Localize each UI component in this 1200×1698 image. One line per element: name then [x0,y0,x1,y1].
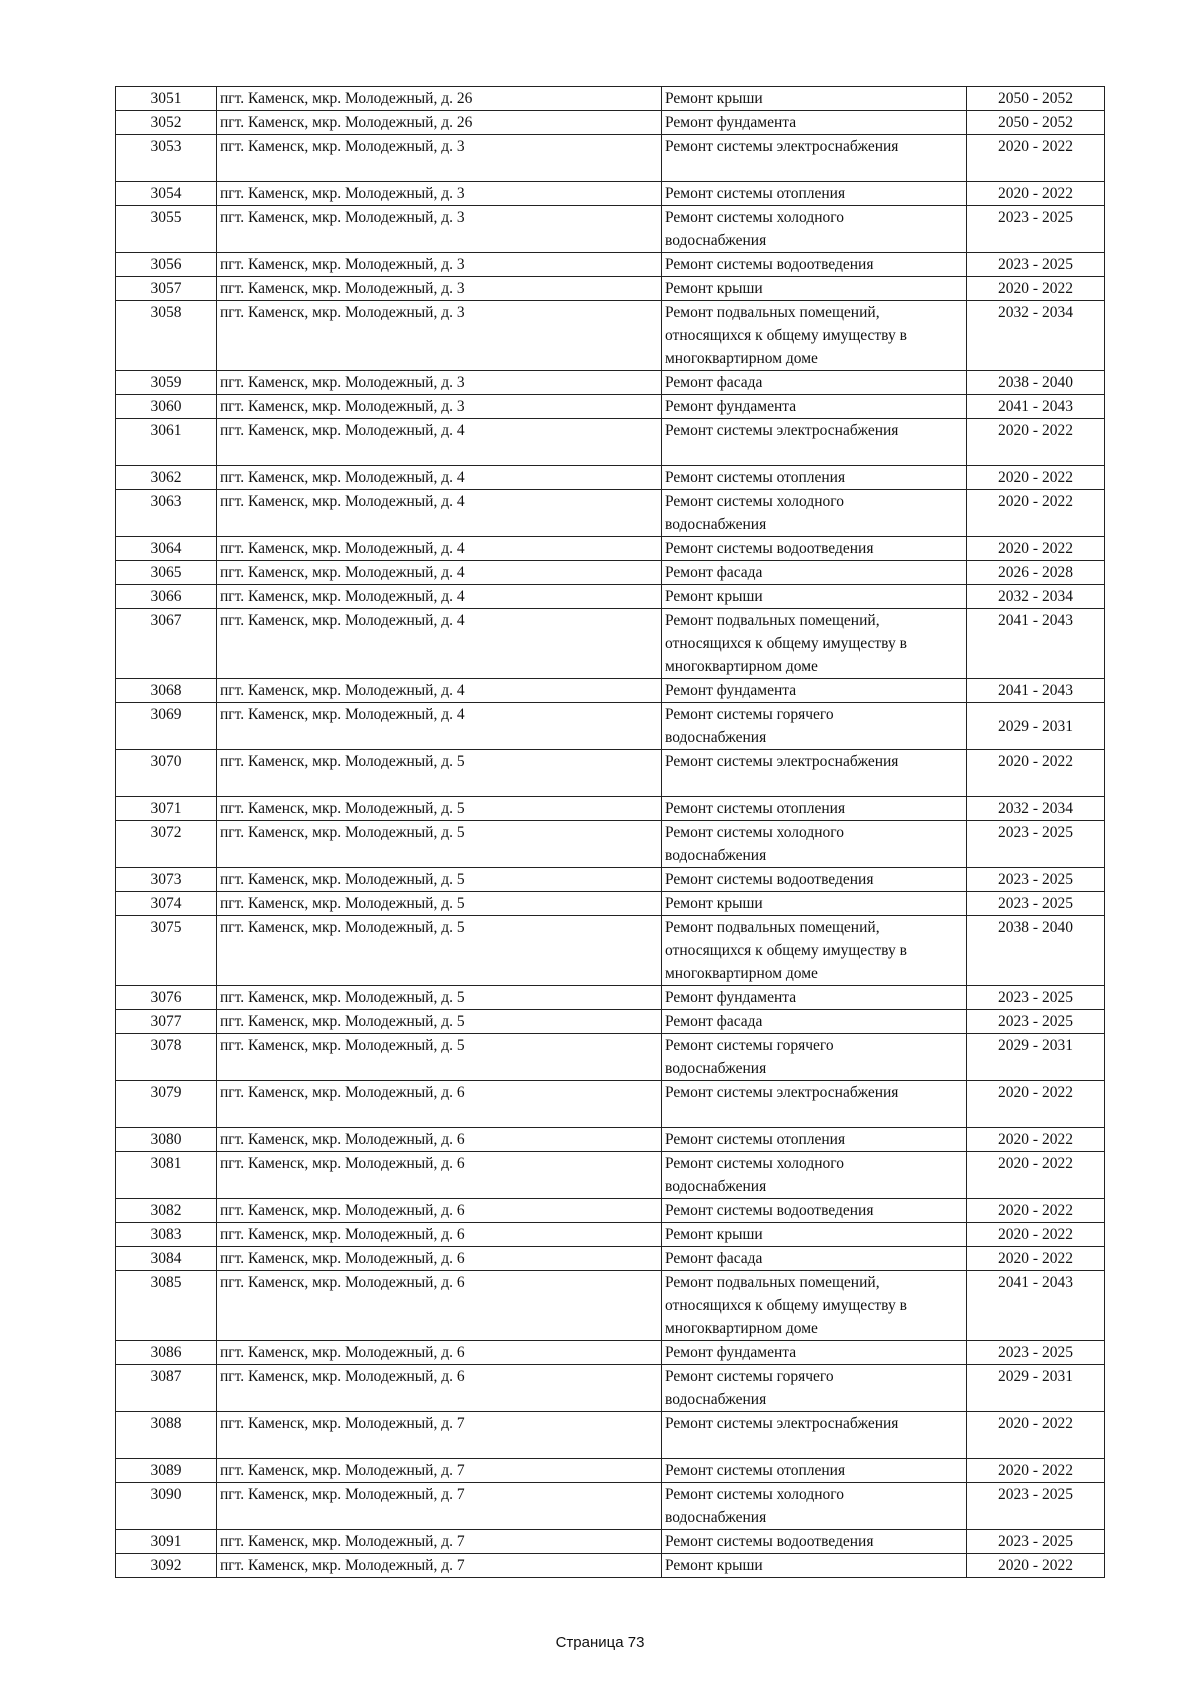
row-period: 2023 - 2025 [967,1341,1105,1365]
work-line [665,1104,962,1127]
row-work-type [662,609,967,679]
work-line: многоквартирном доме [665,965,818,982]
row-number: 3064 [116,537,217,561]
row-work-type [662,1365,967,1412]
row-period: 2020 - 2022 [967,182,1105,206]
row-address: пгт. Каменск, мкр. Молодежный, д. 5 [217,868,662,892]
table-row [116,1412,1105,1459]
row-address: пгт. Каменск, мкр. Молодежный, д. 6 [217,1365,662,1412]
work-line: Ремонт системы холодного [665,1155,844,1172]
table-row [116,1223,1105,1247]
table-body [116,87,1105,1578]
work-line: многоквартирном доме [665,350,818,367]
row-period: 2050 - 2052 [967,111,1105,135]
row-number: 3075 [116,916,217,986]
work-line: водоснабжения [665,1178,767,1195]
table-row [116,797,1105,821]
row-address: пгт. Каменск, мкр. Молодежный, д. 4 [217,490,662,537]
work-line: Ремонт системы холодного [665,824,844,841]
row-work-type [662,1152,967,1199]
row-address: пгт. Каменск, мкр. Молодежный, д. 6 [217,1081,662,1128]
table-row [116,703,1105,750]
row-number: 3052 [116,111,217,135]
row-period: 2041 - 2043 [967,609,1105,679]
row-period: 2023 - 2025 [967,892,1105,916]
row-period: 2026 - 2028 [967,561,1105,585]
row-number: 3072 [116,821,217,868]
row-number: 3060 [116,395,217,419]
work-line: водоснабжения [665,232,767,249]
row-address: пгт. Каменск, мкр. Молодежный, д. 6 [217,1152,662,1199]
row-work-type [662,1128,967,1152]
work-line: водоснабжения [665,1391,767,1408]
row-period: 2023 - 2025 [967,986,1105,1010]
row-number: 3084 [116,1247,217,1271]
row-period: 2038 - 2040 [967,916,1105,986]
row-address: пгт. Каменск, мкр. Молодежный, д. 3 [217,182,662,206]
row-address: пгт. Каменск, мкр. Молодежный, д. 26 [217,87,662,111]
row-address: пгт. Каменск, мкр. Молодежный, д. 4 [217,609,662,679]
table-row [116,1034,1105,1081]
row-number: 3059 [116,371,217,395]
table-row [116,1271,1105,1341]
row-work-type [662,111,967,135]
work-line: Ремонт фундамента [665,682,797,699]
table-row [116,301,1105,371]
table-row [116,1483,1105,1530]
row-number: 3091 [116,1530,217,1554]
row-number: 3063 [116,490,217,537]
row-number: 3087 [116,1365,217,1412]
table-row [116,821,1105,868]
row-number: 3082 [116,1199,217,1223]
row-work-type [662,1554,967,1578]
row-number: 3077 [116,1010,217,1034]
table-row [116,371,1105,395]
row-address: пгт. Каменск, мкр. Молодежный, д. 6 [217,1341,662,1365]
row-work-type [662,537,967,561]
work-line: Ремонт фасада [665,374,763,391]
table-row [116,1247,1105,1271]
work-line: Ремонт системы электроснабжения [665,1415,899,1432]
row-address: пгт. Каменск, мкр. Молодежный, д. 5 [217,750,662,797]
row-period: 2020 - 2022 [967,277,1105,301]
row-address: пгт. Каменск, мкр. Молодежный, д. 7 [217,1530,662,1554]
row-address: пгт. Каменск, мкр. Молодежный, д. 4 [217,419,662,466]
row-address: пгт. Каменск, мкр. Молодежный, д. 3 [217,395,662,419]
row-work-type [662,182,967,206]
row-number: 3066 [116,585,217,609]
row-address: пгт. Каменск, мкр. Молодежный, д. 3 [217,371,662,395]
table-row [116,1554,1105,1578]
work-line: Ремонт системы отопления [665,1462,846,1479]
work-line [665,773,962,796]
work-line: многоквартирном доме [665,658,818,675]
row-period: 2020 - 2022 [967,1247,1105,1271]
row-work-type [662,892,967,916]
row-work-type [662,1412,967,1459]
row-address: пгт. Каменск, мкр. Молодежный, д. 3 [217,301,662,371]
row-work-type [662,1010,967,1034]
row-period: 2029 - 2031 [967,1034,1105,1081]
row-work-type [662,1459,967,1483]
work-line: Ремонт подвальных помещений, [665,919,880,936]
row-number: 3055 [116,206,217,253]
row-address: пгт. Каменск, мкр. Молодежный, д. 3 [217,206,662,253]
row-work-type [662,466,967,490]
table-row [116,206,1105,253]
table-row [116,679,1105,703]
row-period: 2023 - 2025 [967,1530,1105,1554]
row-number: 3068 [116,679,217,703]
table-row [116,609,1105,679]
row-number: 3090 [116,1483,217,1530]
row-period: 2029 - 2031 [967,703,1105,750]
work-line: Ремонт системы горячего [665,706,834,723]
table-row [116,750,1105,797]
row-number: 3071 [116,797,217,821]
row-address: пгт. Каменск, мкр. Молодежный, д. 5 [217,821,662,868]
work-line: Ремонт системы отопления [665,1131,846,1148]
row-number: 3083 [116,1223,217,1247]
work-line: многоквартирном доме [665,1320,818,1337]
row-address: пгт. Каменск, мкр. Молодежный, д. 6 [217,1223,662,1247]
row-work-type [662,986,967,1010]
row-address: пгт. Каменск, мкр. Молодежный, д. 4 [217,537,662,561]
work-line: водоснабжения [665,1060,767,1077]
table-row [116,1152,1105,1199]
table-row [116,490,1105,537]
row-work-type [662,1223,967,1247]
row-address: пгт. Каменск, мкр. Молодежный, д. 3 [217,253,662,277]
work-line: Ремонт системы водоотведения [665,1202,874,1219]
row-period: 2020 - 2022 [967,1554,1105,1578]
table-row [116,1530,1105,1554]
table-row [116,585,1105,609]
row-period: 2023 - 2025 [967,821,1105,868]
table-row [116,466,1105,490]
table-row [116,87,1105,111]
work-line: Ремонт системы холодного [665,493,844,510]
table-row [116,1365,1105,1412]
table-row [116,135,1105,182]
row-period: 2020 - 2022 [967,750,1105,797]
row-work-type [662,703,967,750]
row-address: пгт. Каменск, мкр. Молодежный, д. 7 [217,1412,662,1459]
row-number: 3053 [116,135,217,182]
row-work-type [662,301,967,371]
table-row [116,182,1105,206]
row-work-type [662,750,967,797]
row-address: пгт. Каменск, мкр. Молодежный, д. 5 [217,1034,662,1081]
row-number: 3079 [116,1081,217,1128]
row-number: 3080 [116,1128,217,1152]
work-line: Ремонт системы электроснабжения [665,138,899,155]
row-number: 3069 [116,703,217,750]
row-number: 3051 [116,87,217,111]
row-period: 2020 - 2022 [967,466,1105,490]
row-period: 2023 - 2025 [967,868,1105,892]
row-period: 2041 - 2043 [967,1271,1105,1341]
work-line: Ремонт фасада [665,564,763,581]
row-period: 2023 - 2025 [967,206,1105,253]
table-row [116,561,1105,585]
row-work-type [662,1271,967,1341]
row-work-type [662,1034,967,1081]
work-line: водоснабжения [665,516,767,533]
row-number: 3061 [116,419,217,466]
work-line: Ремонт крыши [665,1226,763,1243]
work-line: Ремонт крыши [665,1557,763,1574]
row-number: 3065 [116,561,217,585]
work-line [665,442,962,465]
row-work-type [662,916,967,986]
table-row [116,868,1105,892]
row-work-type [662,371,967,395]
row-work-type [662,868,967,892]
work-line: Ремонт системы водоотведения [665,871,874,888]
work-line: относящихся к общему имуществу в [665,635,907,652]
work-line: водоснабжения [665,729,767,746]
row-number: 3088 [116,1412,217,1459]
work-line: относящихся к общему имуществу в [665,327,907,344]
row-work-type [662,1247,967,1271]
work-line: Ремонт фундамента [665,114,797,131]
work-line: Ремонт крыши [665,588,763,605]
row-address: пгт. Каменск, мкр. Молодежный, д. 7 [217,1554,662,1578]
table-row [116,1010,1105,1034]
page-number: Страница 73 [555,1634,645,1651]
work-line [665,158,962,181]
row-period: 2041 - 2043 [967,679,1105,703]
row-work-type [662,679,967,703]
row-number: 3074 [116,892,217,916]
row-work-type [662,821,967,868]
row-number: 3081 [116,1152,217,1199]
table-row [116,419,1105,466]
row-period: 2020 - 2022 [967,1459,1105,1483]
row-number: 3089 [116,1459,217,1483]
row-work-type [662,797,967,821]
row-number: 3092 [116,1554,217,1578]
row-address: пгт. Каменск, мкр. Молодежный, д. 5 [217,1010,662,1034]
row-number: 3076 [116,986,217,1010]
row-address: пгт. Каменск, мкр. Молодежный, д. 6 [217,1247,662,1271]
row-address: пгт. Каменск, мкр. Молодежный, д. 6 [217,1128,662,1152]
row-address: пгт. Каменск, мкр. Молодежный, д. 4 [217,561,662,585]
row-number: 3086 [116,1341,217,1365]
row-number: 3057 [116,277,217,301]
row-period: 2020 - 2022 [967,1199,1105,1223]
work-line: Ремонт системы холодного [665,209,844,226]
table-row [116,986,1105,1010]
repair-schedule-table [115,86,1105,1578]
row-address: пгт. Каменск, мкр. Молодежный, д. 5 [217,916,662,986]
row-address: пгт. Каменск, мкр. Молодежный, д. 5 [217,892,662,916]
row-work-type [662,1341,967,1365]
row-number: 3056 [116,253,217,277]
row-period: 2023 - 2025 [967,253,1105,277]
row-number: 3062 [116,466,217,490]
table-row [116,916,1105,986]
work-line: Ремонт фасада [665,1250,763,1267]
work-line: Ремонт системы холодного [665,1486,844,1503]
row-period: 2020 - 2022 [967,419,1105,466]
row-period: 2020 - 2022 [967,1412,1105,1459]
row-work-type [662,419,967,466]
row-work-type [662,206,967,253]
work-line: Ремонт фундамента [665,989,797,1006]
work-line: Ремонт системы водоотведения [665,256,874,273]
row-period: 2020 - 2022 [967,1128,1105,1152]
row-work-type [662,585,967,609]
row-address: пгт. Каменск, мкр. Молодежный, д. 4 [217,466,662,490]
work-line: относящихся к общему имуществу в [665,942,907,959]
row-period: 2020 - 2022 [967,1152,1105,1199]
work-line: Ремонт крыши [665,895,763,912]
row-period: 2020 - 2022 [967,1223,1105,1247]
row-period: 2032 - 2034 [967,585,1105,609]
row-period: 2032 - 2034 [967,301,1105,371]
row-period: 2020 - 2022 [967,1081,1105,1128]
table-row [116,277,1105,301]
row-work-type [662,277,967,301]
work-line: Ремонт фундамента [665,398,797,415]
table-row [116,253,1105,277]
work-line: относящихся к общему имуществу в [665,1297,907,1314]
row-address: пгт. Каменск, мкр. Молодежный, д. 4 [217,703,662,750]
row-number: 3058 [116,301,217,371]
work-line: Ремонт фасада [665,1013,763,1030]
row-number: 3078 [116,1034,217,1081]
table-row [116,1341,1105,1365]
row-address: пгт. Каменск, мкр. Молодежный, д. 3 [217,277,662,301]
work-line: Ремонт крыши [665,90,763,107]
work-line: Ремонт системы электроснабжения [665,753,899,770]
row-period: 2020 - 2022 [967,537,1105,561]
row-period: 2038 - 2040 [967,371,1105,395]
work-line: Ремонт системы водоотведения [665,1533,874,1550]
table-row [116,1128,1105,1152]
row-address: пгт. Каменск, мкр. Молодежный, д. 4 [217,585,662,609]
work-line: Ремонт системы отопления [665,185,846,202]
work-line: Ремонт системы электроснабжения [665,1084,899,1101]
work-line: Ремонт фундамента [665,1344,797,1361]
work-line [665,1435,962,1458]
row-period: 2023 - 2025 [967,1483,1105,1530]
row-work-type [662,1199,967,1223]
row-number: 3085 [116,1271,217,1341]
work-line: Ремонт крыши [665,280,763,297]
table-row [116,1081,1105,1128]
work-line: Ремонт системы водоотведения [665,540,874,557]
row-work-type [662,1530,967,1554]
row-address: пгт. Каменск, мкр. Молодежный, д. 6 [217,1199,662,1223]
table-row [116,537,1105,561]
work-line: Ремонт системы горячего [665,1037,834,1054]
work-line: водоснабжения [665,1509,767,1526]
row-address: пгт. Каменск, мкр. Молодежный, д. 7 [217,1483,662,1530]
table-row [116,111,1105,135]
work-line: Ремонт подвальных помещений, [665,304,880,321]
row-work-type [662,253,967,277]
row-address: пгт. Каменск, мкр. Молодежный, д. 26 [217,111,662,135]
work-line: Ремонт системы отопления [665,469,846,486]
row-address: пгт. Каменск, мкр. Молодежный, д. 6 [217,1271,662,1341]
work-line: Ремонт системы отопления [665,800,846,817]
table-row [116,395,1105,419]
row-period: 2041 - 2043 [967,395,1105,419]
row-number: 3073 [116,868,217,892]
row-number: 3070 [116,750,217,797]
row-period: 2020 - 2022 [967,490,1105,537]
row-work-type [662,87,967,111]
row-period: 2020 - 2022 [967,135,1105,182]
row-address: пгт. Каменск, мкр. Молодежный, д. 3 [217,135,662,182]
work-line: Ремонт системы электроснабжения [665,422,899,439]
row-work-type [662,395,967,419]
work-line: Ремонт системы горячего [665,1368,834,1385]
work-line: Ремонт подвальных помещений, [665,1274,880,1291]
row-period: 2029 - 2031 [967,1365,1105,1412]
row-work-type [662,1081,967,1128]
row-period: 2032 - 2034 [967,797,1105,821]
row-address: пгт. Каменск, мкр. Молодежный, д. 5 [217,797,662,821]
table-row [116,892,1105,916]
row-work-type [662,490,967,537]
work-line: водоснабжения [665,847,767,864]
row-work-type [662,135,967,182]
table-row [116,1199,1105,1223]
row-number: 3067 [116,609,217,679]
row-work-type [662,561,967,585]
work-line: Ремонт подвальных помещений, [665,612,880,629]
row-address: пгт. Каменск, мкр. Молодежный, д. 5 [217,986,662,1010]
row-period: 2050 - 2052 [967,87,1105,111]
row-address: пгт. Каменск, мкр. Молодежный, д. 7 [217,1459,662,1483]
row-number: 3054 [116,182,217,206]
row-period: 2023 - 2025 [967,1010,1105,1034]
row-address: пгт. Каменск, мкр. Молодежный, д. 4 [217,679,662,703]
table-row [116,1459,1105,1483]
row-work-type [662,1483,967,1530]
